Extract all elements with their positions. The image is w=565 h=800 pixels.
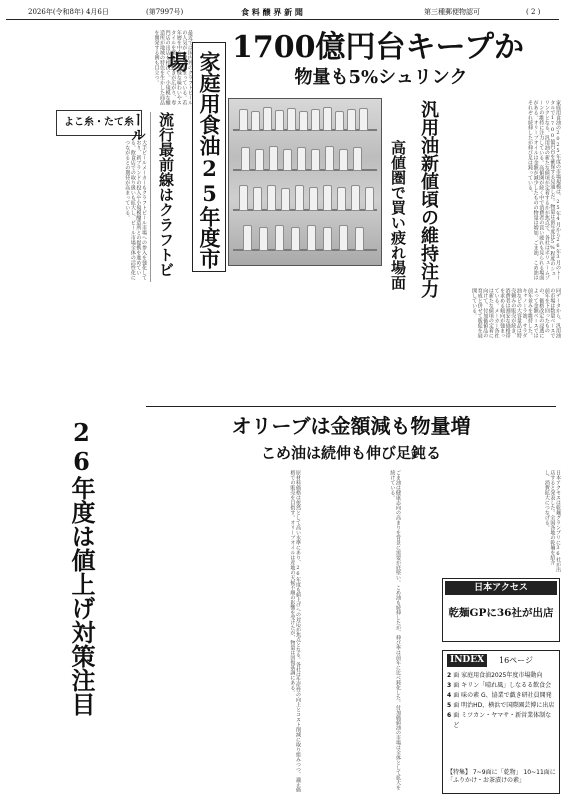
- postal-permit: 第三種郵便物認可: [424, 8, 480, 16]
- kicker-headline-2: 高値圏で買い疲れ場面: [389, 140, 407, 290]
- index-box: [442, 650, 560, 794]
- store-shelf-photo: [228, 98, 382, 266]
- index-pages: 16ページ: [499, 656, 534, 665]
- ad-box: [442, 578, 560, 642]
- index-item[interactable]: 2 面 家庭用食油2025年度市場動向: [447, 672, 543, 679]
- index-item[interactable]: 4 面 味の素 G、協業で戯き研社員開発: [447, 692, 552, 699]
- index-item[interactable]: 3 面 キリン「晴れ風」しなるる飲食会: [447, 682, 552, 689]
- index-item[interactable]: 5 面 明治HD、横浜で国際園芸博に出店: [447, 702, 555, 709]
- paper-name: 食 料 醸 界 新 聞: [241, 7, 303, 17]
- olive-headline: オリーブは金額減も物量増: [231, 414, 471, 438]
- rule-line: [146, 406, 556, 407]
- olive-subheadline: こめ油は続伸も伸び足鈍る: [260, 444, 441, 462]
- issue-date: 2026年(令和8年) 4月6日: [28, 8, 109, 16]
- lead-headline: 1700億円台キープか: [232, 30, 524, 65]
- article-body-lower-middle: ごま油は健康志向の高まりを背景に需要が底堅い。こめ油も続伸したが、伸び率は前年に比べ鈍化した。付加価値油の市場は全体として拡大を続けている。: [389, 470, 401, 790]
- ad-box-label: 日本アクセス: [445, 581, 557, 595]
- sidebar-headline: 流行最前線はクラフトビール: [150, 112, 180, 282]
- sidebar-body-top: 最近では国内外のクラフトビールの人気が一段と高まっている。若年層を中心に、多様な味わいやスタイルを楽しむ動きが広がり、専門店の出店も相次ぐ。小規模な醸造所が地域の特色を生かした商品を開発する例も目立つ。: [153, 30, 193, 105]
- ad-box-headline: 乾麺GPに36社が出店: [448, 607, 554, 619]
- index-special: 【特集】 7~9面に「乾物」 10~11面に「ふりかけ・お茶漬けの素」: [447, 769, 556, 784]
- sidebar-column-title: よこ糸・たて糸: [56, 110, 142, 136]
- lead-subheadline: 物量も5%シュリンク: [294, 67, 468, 88]
- page-number: ( 2 ): [526, 8, 541, 16]
- masthead: [6, 6, 559, 20]
- price-headline: 26年度は値上げ対策注目: [67, 418, 96, 716]
- kicker-headline-1: 汎用油新値頃の維持注力: [418, 100, 439, 298]
- sidebar-body-bottom: 大手ビールメーカーもクラフトビール市場への参入を強化しており、新ブランドの投入や小規模醸造所との提携を進めている。飲食店での取り扱いも拡大し、ビール市場全体の活性化につながるとの期待が高まっている。: [124, 140, 147, 280]
- article-body-middle: 同データから、汎用油の市場は数量ベースで前年を下回ったものの、価格改定の浸透によって金額ベースでは前年並みを維持した。キャノーラ油、サラダ油などの大容量品は特売頼みの販売が続き、消費者は割安な価格帯を求める傾向が強まっている。メーカー各社は新たな値頃の定着に向けて、付加価値品の育成と併せて販促を展開している。: [471, 288, 561, 338]
- article-body-lower-left: 原材料価格は依然として高い水準にあり、26年度も値上げへの対応が焦点となる。各社は生産性の向上とコスト削減に取り組みつつ、適正価格での販売を目指す。オリーブオイルは産地の天候不順の影響を受けたが、物量は回復基調にある。: [289, 470, 301, 792]
- article-body-ad: 日本アクセスは乾麺グランプリに36社が出店すると発表した。全国各地の乾麺を紹介し、消費拡大につなげる。: [543, 470, 561, 572]
- issue-number: (第7997号): [146, 8, 184, 16]
- index-item[interactable]: 6 面 ミツカン・ヤマサ・新営業体制など: [447, 712, 552, 729]
- article-body-top-right: 家庭用食油の2025年度の市場規模は、25年4月から26年3月のトータルで1700億円台を確保する見通しだ。物量は前年度比5%程度のシュリンクとなる。汎用油の新たな値頃が定着するかが焦点で、各社はボリュームゾーンの維持に注力している。高値圏が続く中で消費者の買い疲れも見られる場面がある。オリーブオイルは金額が減少したものの物量は増加。ごま油、こめ油はそれぞれ続伸したが伸び足は鈍っている。: [527, 100, 561, 280]
- market-column-label: 家庭用食油25年度市場: [192, 42, 226, 272]
- index-title: INDEX: [447, 654, 487, 667]
